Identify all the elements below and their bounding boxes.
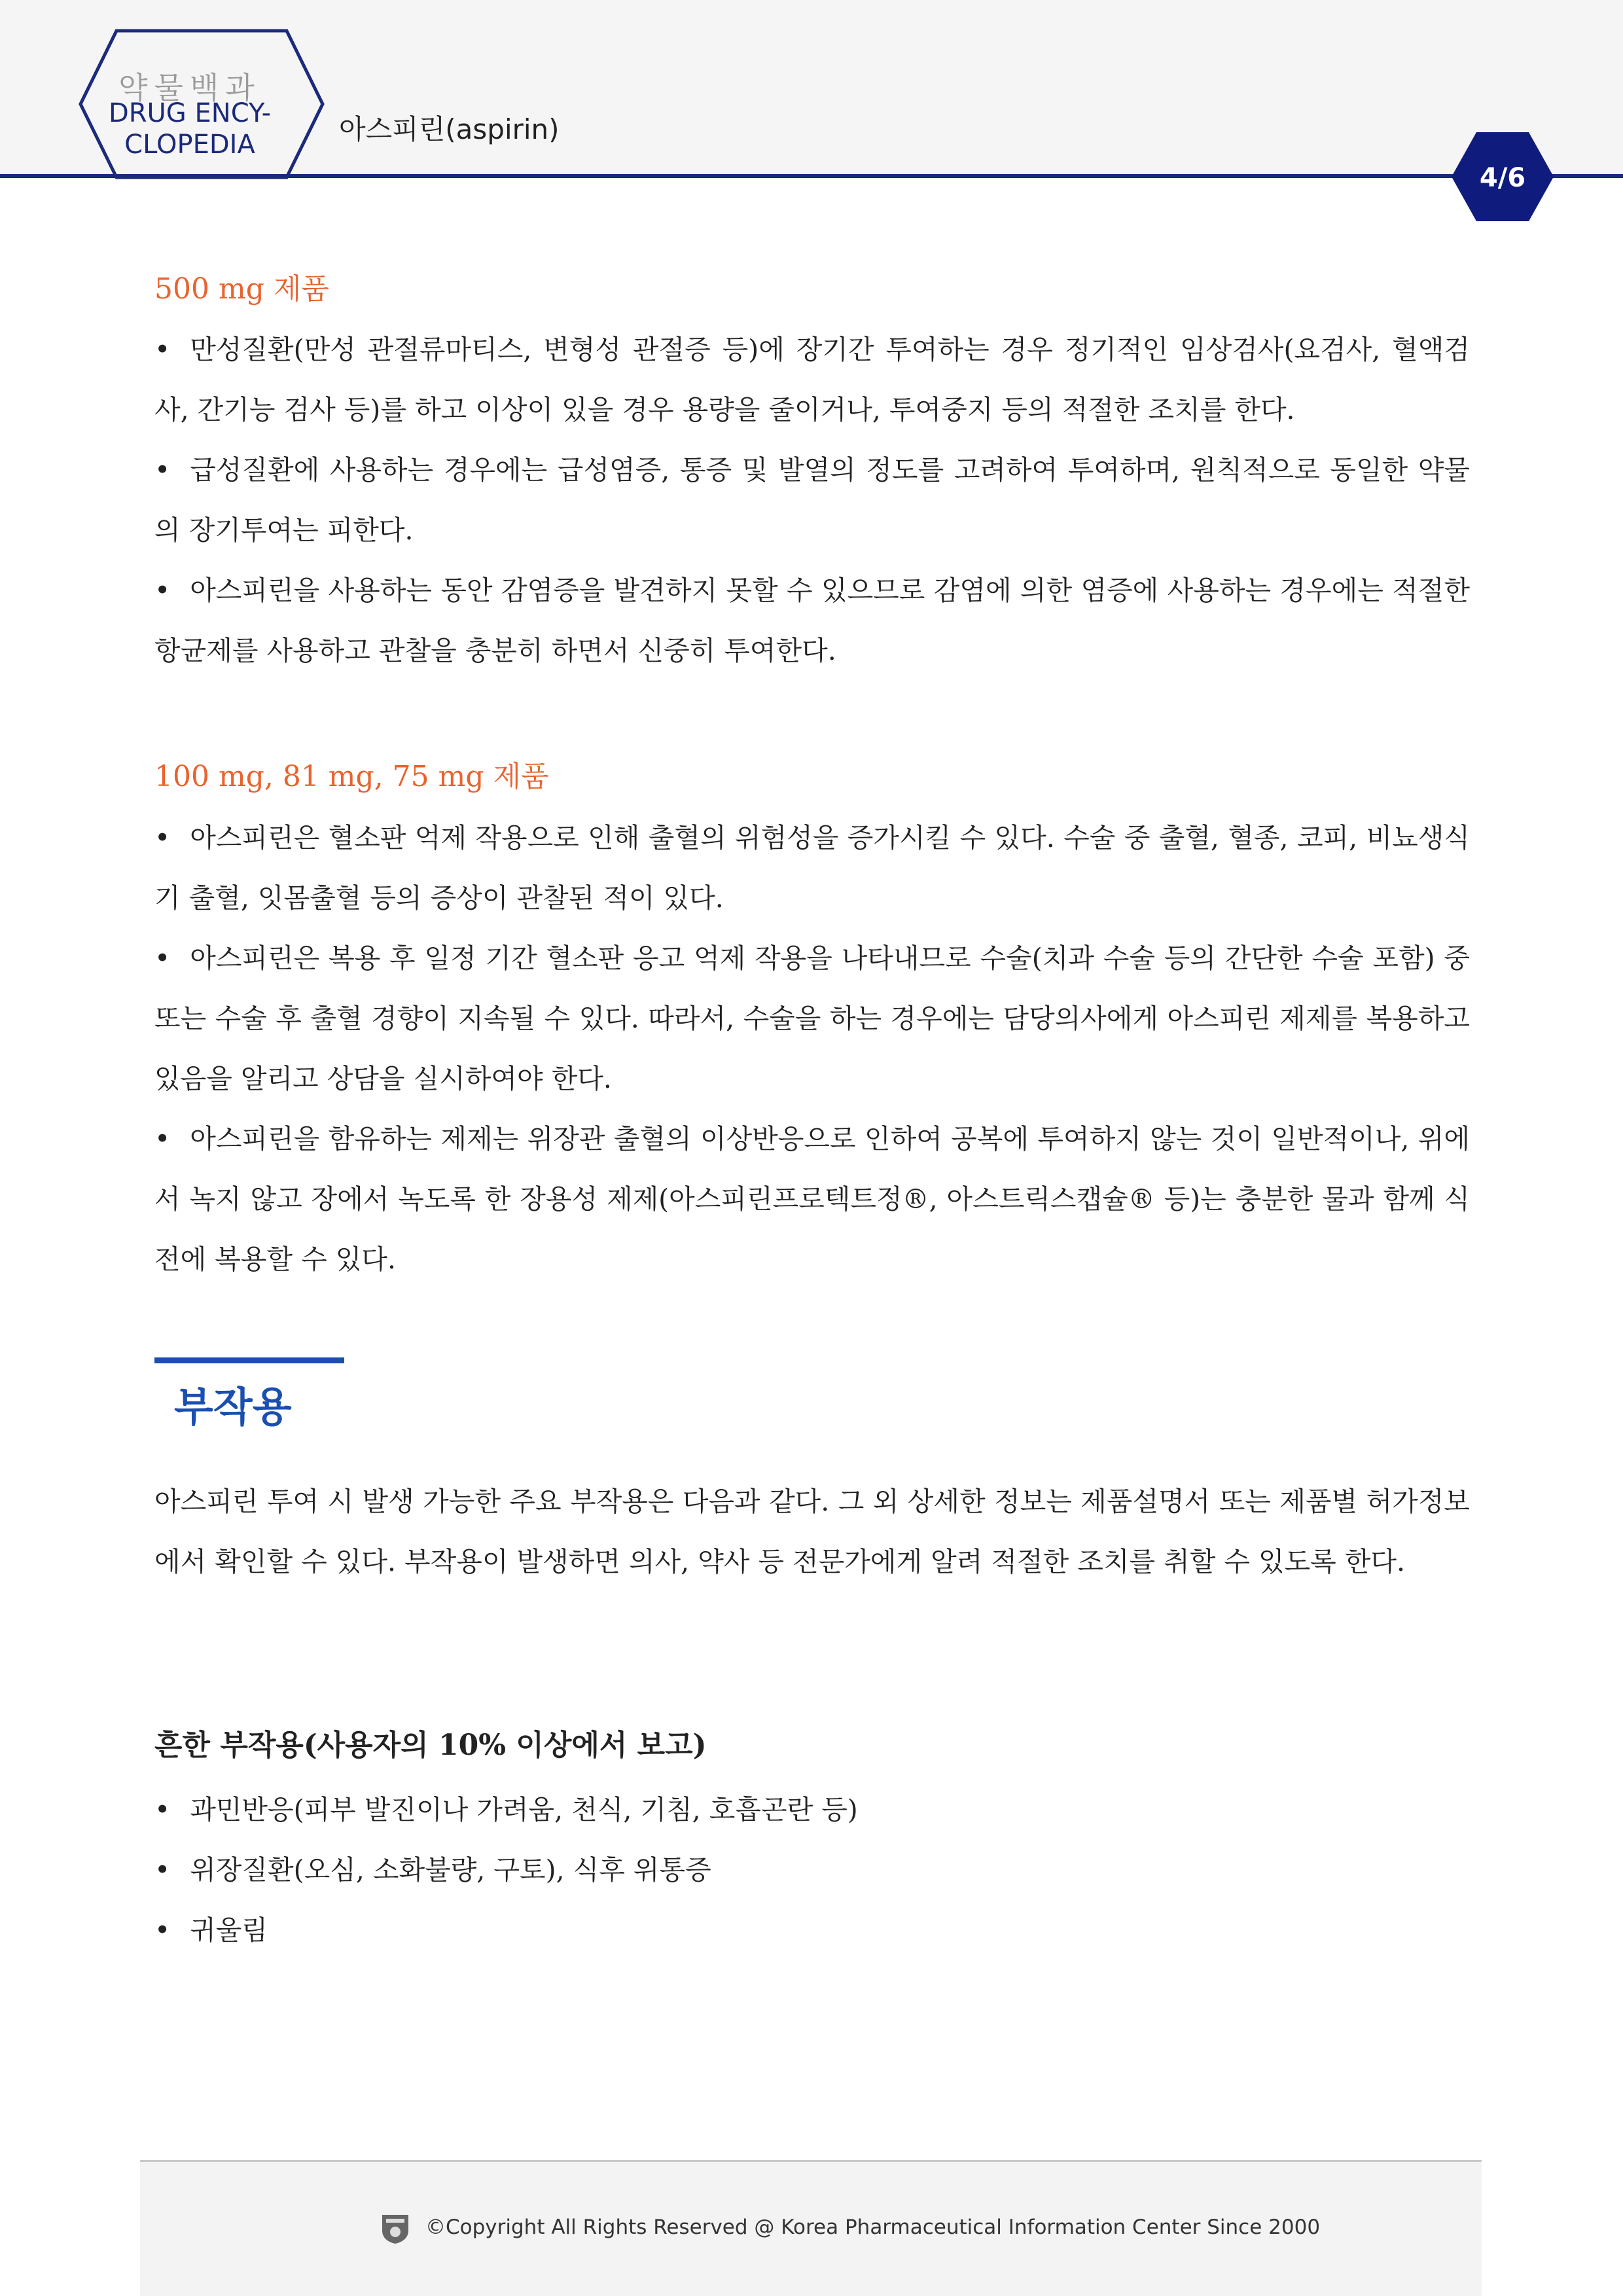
- bullet-dot: •: [154, 334, 171, 365]
- footer-rule: [140, 2160, 1482, 2162]
- bullet-dot: •: [154, 1854, 171, 1886]
- logo-korean: 약물백과: [118, 70, 261, 105]
- bullet-dot: •: [154, 575, 171, 606]
- list-item: • 귀울림: [154, 1914, 268, 1946]
- bullet-dot: •: [154, 1914, 171, 1946]
- kpic-shield-icon: [381, 2214, 410, 2245]
- document-title: 아스피린(aspirin): [339, 113, 560, 145]
- page-indicator: 4/6: [1479, 163, 1526, 193]
- list-item: • 아스피린은 혈소판 억제 작용으로 인해 출혈의 위험성을 증가시킬 수 있다. 수술 중 출혈, 혈종, 코피, 비뇨생식기 출혈, 잇몸출혈 등의 증상이 관찰된 적이 있다.: [154, 822, 1470, 914]
- list-item: • 아스피린은 복용 후 일정 기간 혈소판 응고 억제 작용을 나타내므로 수술(치과 수술 등의 간단한 수술 포함) 중 또는 수술 후 출혈 경향이 지속될 수 있다. 따라서, 수술을 하는 경우에는 담당의사에게 아스피린 제제를 복용하고 있음을 알리고 상담을 실시하여야 한다.: [154, 942, 1470, 1094]
- subheading-100mg: 100 mg, 81 mg, 75 mg 제품: [154, 760, 549, 793]
- common-side-effects-heading: 흔한 부작용(사용자의 10% 이상에서 보고): [154, 1729, 707, 1762]
- section-rule: [154, 1357, 344, 1363]
- side-effects-intro: 아스피린 투여 시 발생 가능한 주요 부작용은 다음과 같다. 그 외 상세한 정보는 제품설명서 또는 제품별 허가정보에서 확인할 수 있다. 부작용이 발생하면 의사, 약사 등 전문가에게 알려 적절한 조치를 취할 수 있도록 한다.: [154, 1486, 1470, 1577]
- list-item: • 위장질환(오심, 소화불량, 구토), 식후 위통증: [154, 1854, 711, 1886]
- bullet-dot: •: [154, 454, 171, 486]
- bullet-dot: •: [154, 942, 171, 974]
- list-item: • 과민반응(피부 발진이나 가려움, 천식, 기침, 호흡곤란 등): [154, 1794, 858, 1825]
- section-title-side-effects: 부작용: [174, 1383, 292, 1431]
- list-item: • 급성질환에 사용하는 경우에는 급성염증, 통증 및 발열의 정도를 고려하여 투여하며, 원칙적으로 동일한 약물의 장기투여는 피한다.: [154, 454, 1470, 546]
- logo-english-line1: DRUG ENCY-: [108, 98, 272, 128]
- subheading-500mg: 500 mg 제품: [154, 272, 329, 306]
- bullet-dot: •: [154, 1123, 171, 1155]
- list-item: • 아스피린을 사용하는 동안 감염증을 발견하지 못할 수 있으므로 감염에 의한 염증에 사용하는 경우에는 적절한 항균제를 사용하고 관찰을 충분히 하면서 신중히 투여한다.: [154, 575, 1470, 666]
- bullet-dot: •: [154, 822, 171, 853]
- footer-copyright: ©Copyright All Rights Reserved @ Korea Pharmaceutical Information Center Since 2000: [425, 2215, 1321, 2239]
- list-item: • 만성질환(만성 관절류마티스, 변형성 관절증 등)에 장기간 투여하는 경우 정기적인 임상검사(요검사, 혈액검사, 간기능 검사 등)를 하고 이상이 있을 경우 용량을 줄이거나, 투여중지 등의 적절한 조치를 한다.: [154, 334, 1470, 425]
- list-item: • 아스피린을 함유하는 제제는 위장관 출혈의 이상반응으로 인하여 공복에 투여하지 않는 것이 일반적이나, 위에서 녹지 않고 장에서 녹도록 한 장용성 제제(아스피린프로텍트정®, 아스트릭스캡슐® 등)는 충분한 물과 함께 식전에 복용할 수 있다.: [154, 1123, 1470, 1275]
- logo-english-line2: CLOPEDIA: [124, 130, 255, 160]
- bullet-dot: •: [154, 1794, 171, 1825]
